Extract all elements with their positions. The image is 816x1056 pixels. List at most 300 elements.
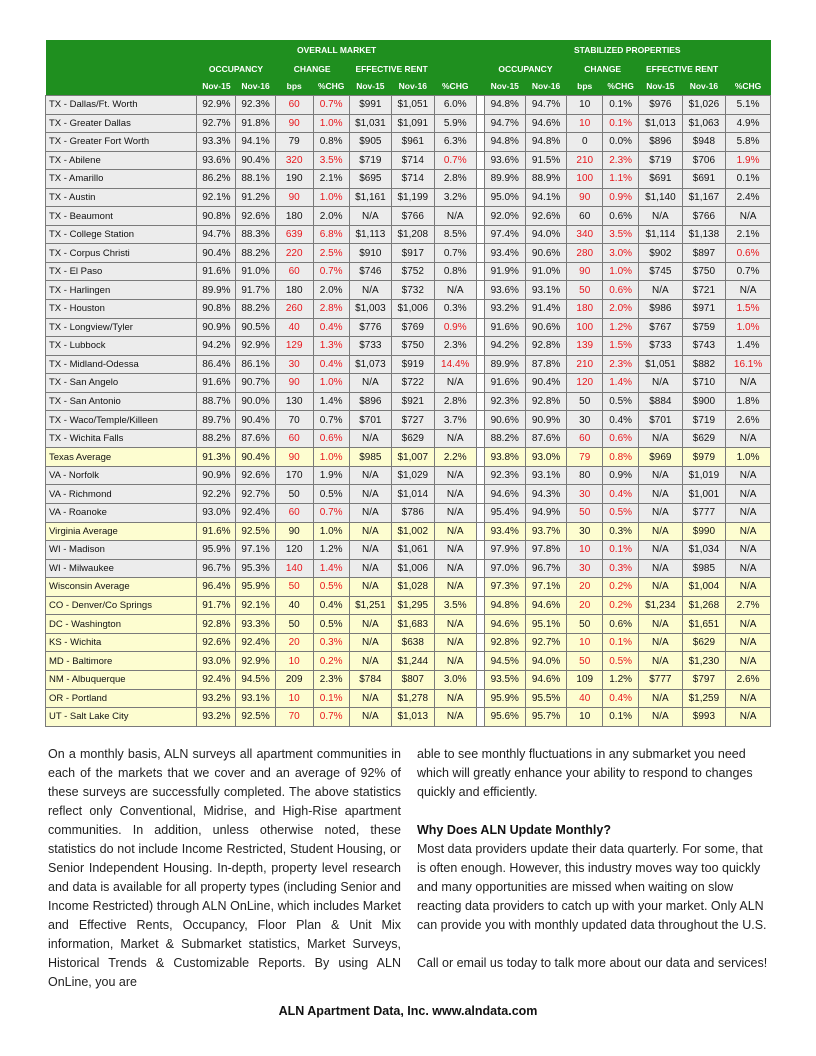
table-cell: 92.8%: [525, 337, 566, 356]
table-cell: 60: [275, 504, 313, 523]
table-cell: 0.4%: [313, 596, 349, 615]
table-cell: N/A: [726, 541, 771, 560]
table-cell: 91.7%: [236, 281, 275, 300]
table-cell: $629: [682, 633, 726, 652]
table-cell: 50: [567, 504, 603, 523]
table-cell: 90.9%: [197, 466, 236, 485]
table-cell: 1.8%: [726, 392, 771, 411]
table-cell: 0.8%: [313, 133, 349, 152]
table-cell: 90.8%: [197, 300, 236, 319]
table-cell: 93.1%: [236, 689, 275, 708]
table-cell: N/A: [639, 652, 683, 671]
table-cell: 2.5%: [313, 244, 349, 263]
table-cell: $759: [682, 318, 726, 337]
table-cell: 0.8%: [603, 448, 639, 467]
table-cell: 3.0%: [603, 244, 639, 263]
table-cell: 10: [567, 114, 603, 133]
market-name: TX - Lubbock: [46, 337, 197, 356]
table-cell: $691: [639, 170, 683, 189]
column-label: Nov-16: [682, 77, 726, 96]
table-cell: 92.1%: [197, 188, 236, 207]
table-cell: 92.8%: [525, 392, 566, 411]
table-cell: 94.2%: [197, 337, 236, 356]
table-cell: $691: [682, 170, 726, 189]
table-row: [46, 559, 771, 578]
table-cell: $1,251: [349, 596, 391, 615]
table-cell: $714: [392, 151, 434, 170]
table-cell: N/A: [349, 429, 391, 448]
overall-occupancy-header: OCCUPANCY: [197, 60, 275, 77]
table-cell: N/A: [434, 374, 476, 393]
table-cell: $969: [639, 448, 683, 467]
table-cell: N/A: [349, 708, 391, 727]
call-to-action-paragraph: Call or email us today to talk more about our data and services!: [417, 956, 768, 970]
table-cell: 50: [567, 281, 603, 300]
table-cell: 92.9%: [197, 96, 236, 115]
table-cell: 91.6%: [484, 374, 525, 393]
column-label: Nov-16: [392, 77, 434, 96]
table-cell: N/A: [434, 504, 476, 523]
table-row: [46, 151, 771, 170]
market-name: MD - Baltimore: [46, 652, 197, 671]
table-cell: 0.1%: [726, 170, 771, 189]
table-cell: $1,295: [392, 596, 434, 615]
table-cell: 30: [567, 485, 603, 504]
table-cell: $917: [392, 244, 434, 263]
table-cell: $719: [639, 151, 683, 170]
table-cell: 1.4%: [313, 392, 349, 411]
table-cell: 10: [275, 689, 313, 708]
table-cell: 93.2%: [197, 708, 236, 727]
table-cell: $745: [639, 262, 683, 281]
table-cell: $1,683: [392, 615, 434, 634]
table-cell: 1.0%: [603, 262, 639, 281]
column-label: Nov-15: [197, 77, 236, 96]
table-cell: N/A: [639, 578, 683, 597]
table-cell: 97.1%: [236, 541, 275, 560]
table-cell: 2.3%: [434, 337, 476, 356]
table-cell: $1,167: [682, 188, 726, 207]
table-cell: 94.5%: [236, 670, 275, 689]
table-cell: N/A: [434, 541, 476, 560]
table-row: [46, 708, 771, 727]
table-cell: 92.7%: [236, 485, 275, 504]
table-cell: 97.1%: [525, 578, 566, 597]
table-cell: 97.8%: [525, 541, 566, 560]
table-cell: 1.2%: [603, 670, 639, 689]
table-cell: $766: [682, 207, 726, 226]
table-cell: 100: [567, 318, 603, 337]
table-cell: 93.2%: [197, 689, 236, 708]
table-cell: 1.5%: [726, 300, 771, 319]
table-cell: $746: [349, 262, 391, 281]
table-cell: 0.8%: [434, 262, 476, 281]
table-cell: 40: [275, 318, 313, 337]
table-cell: $1,230: [682, 652, 726, 671]
table-cell: 280: [567, 244, 603, 263]
table-cell: $786: [392, 504, 434, 523]
table-cell: 16.1%: [726, 355, 771, 374]
table-cell: 95.7%: [525, 708, 566, 727]
market-name: WI - Milwaukee: [46, 559, 197, 578]
table-cell: 109: [567, 670, 603, 689]
table-cell: 130: [275, 392, 313, 411]
table-row: [46, 633, 771, 652]
stabilized-rent-header: EFFECTIVE RENT: [639, 60, 726, 77]
table-cell: N/A: [726, 615, 771, 634]
table-cell: $629: [392, 429, 434, 448]
table-cell: $919: [392, 355, 434, 374]
table-row: [46, 244, 771, 263]
table-cell: 1.9%: [313, 466, 349, 485]
table-cell: 93.0%: [197, 652, 236, 671]
table-cell: N/A: [639, 633, 683, 652]
table-cell: $1,138: [682, 225, 726, 244]
column-separator: [476, 448, 484, 467]
table-cell: 0: [567, 133, 603, 152]
table-row: [46, 374, 771, 393]
table-cell: $752: [392, 262, 434, 281]
table-cell: $1,244: [392, 652, 434, 671]
table-cell: N/A: [726, 504, 771, 523]
table-cell: N/A: [349, 559, 391, 578]
table-cell: 92.4%: [236, 633, 275, 652]
table-cell: 90.4%: [197, 244, 236, 263]
table-cell: $710: [682, 374, 726, 393]
column-separator: [476, 170, 484, 189]
table-cell: 0.3%: [434, 300, 476, 319]
table-cell: 93.6%: [484, 151, 525, 170]
table-cell: $897: [682, 244, 726, 263]
table-cell: N/A: [639, 429, 683, 448]
table-cell: 90.0%: [236, 392, 275, 411]
table-cell: 92.3%: [236, 96, 275, 115]
column-separator: [476, 392, 484, 411]
table-cell: $1,004: [682, 578, 726, 597]
table-cell: $1,208: [392, 225, 434, 244]
table-cell: 2.0%: [313, 281, 349, 300]
column-separator: [476, 541, 484, 560]
table-cell: $767: [639, 318, 683, 337]
table-cell: $1,006: [392, 300, 434, 319]
table-cell: 0.2%: [603, 578, 639, 597]
table-cell: 0.9%: [603, 188, 639, 207]
table-cell: 30: [275, 355, 313, 374]
table-cell: $1,014: [392, 485, 434, 504]
table-cell: 92.3%: [484, 392, 525, 411]
table-cell: 1.1%: [603, 170, 639, 189]
market-name: OR - Portland: [46, 689, 197, 708]
table-cell: 93.7%: [525, 522, 566, 541]
market-name: VA - Roanoke: [46, 504, 197, 523]
column-separator: [476, 262, 484, 281]
table-cell: 91.9%: [484, 262, 525, 281]
column-separator: [476, 281, 484, 300]
table-cell: 90.4%: [236, 411, 275, 430]
table-cell: $961: [392, 133, 434, 152]
table-cell: $1,051: [392, 96, 434, 115]
table-cell: 2.8%: [434, 170, 476, 189]
table-cell: $990: [682, 522, 726, 541]
table-cell: N/A: [434, 615, 476, 634]
column-separator: [476, 114, 484, 133]
table-cell: 6.0%: [434, 96, 476, 115]
column-separator: [476, 318, 484, 337]
market-name: TX - Harlingen: [46, 281, 197, 300]
table-cell: 0.7%: [313, 504, 349, 523]
table-cell: 90.9%: [525, 411, 566, 430]
table-cell: 88.7%: [197, 392, 236, 411]
table-cell: N/A: [639, 615, 683, 634]
table-cell: 91.7%: [197, 596, 236, 615]
column-separator: [476, 96, 484, 115]
table-cell: N/A: [349, 522, 391, 541]
table-cell: 94.0%: [525, 652, 566, 671]
table-cell: $1,161: [349, 188, 391, 207]
table-cell: 0.5%: [313, 485, 349, 504]
column-separator: [476, 485, 484, 504]
table-row: [46, 225, 771, 244]
market-statistics-table: [45, 40, 771, 727]
table-cell: 50: [275, 615, 313, 634]
column-separator: [476, 374, 484, 393]
table-row: [46, 133, 771, 152]
table-cell: N/A: [726, 374, 771, 393]
table-cell: $1,028: [392, 578, 434, 597]
table-cell: N/A: [639, 466, 683, 485]
table-cell: $695: [349, 170, 391, 189]
table-cell: 95.9%: [236, 578, 275, 597]
table-cell: 97.0%: [484, 559, 525, 578]
table-cell: 91.6%: [197, 522, 236, 541]
table-cell: $1,013: [639, 114, 683, 133]
table-cell: 2.8%: [313, 300, 349, 319]
table-cell: $629: [682, 429, 726, 448]
table-cell: N/A: [349, 281, 391, 300]
table-cell: $777: [682, 504, 726, 523]
table-cell: N/A: [639, 281, 683, 300]
table-cell: 91.0%: [525, 262, 566, 281]
table-cell: N/A: [639, 485, 683, 504]
table-row: [46, 541, 771, 560]
table-cell: 2.0%: [603, 300, 639, 319]
table-cell: 0.9%: [434, 318, 476, 337]
table-cell: 94.0%: [525, 225, 566, 244]
table-cell: 2.6%: [726, 670, 771, 689]
table-cell: $721: [682, 281, 726, 300]
table-row: [46, 318, 771, 337]
table-cell: $1,003: [349, 300, 391, 319]
table-cell: 93.3%: [197, 133, 236, 152]
market-name: TX - Waco/Temple/Killeen: [46, 411, 197, 430]
table-cell: 86.1%: [236, 355, 275, 374]
table-cell: 90: [567, 262, 603, 281]
table-cell: $896: [639, 133, 683, 152]
market-name: CO - Denver/Co Springs: [46, 596, 197, 615]
overall-rent-header: EFFECTIVE RENT: [349, 60, 434, 77]
table-cell: 92.4%: [197, 670, 236, 689]
market-name: UT - Salt Lake City: [46, 708, 197, 727]
column-label: %CHG: [603, 77, 639, 96]
table-cell: $1,029: [392, 466, 434, 485]
table-cell: $1,113: [349, 225, 391, 244]
column-separator: [476, 670, 484, 689]
table-cell: 93.1%: [525, 466, 566, 485]
table-cell: 91.6%: [484, 318, 525, 337]
table-cell: 88.1%: [236, 170, 275, 189]
table-cell: 70: [275, 708, 313, 727]
table-cell: 1.0%: [313, 448, 349, 467]
table-cell: $701: [349, 411, 391, 430]
table-cell: $722: [392, 374, 434, 393]
table-cell: 95.5%: [525, 689, 566, 708]
table-cell: 91.8%: [236, 114, 275, 133]
table-cell: N/A: [639, 708, 683, 727]
table-cell: 93.2%: [484, 300, 525, 319]
table-cell: $714: [392, 170, 434, 189]
table-row: [46, 114, 771, 133]
table-cell: 60: [275, 429, 313, 448]
table-cell: 97.4%: [484, 225, 525, 244]
table-cell: 0.4%: [313, 318, 349, 337]
column-separator: [476, 300, 484, 319]
table-cell: $750: [392, 337, 434, 356]
table-row: [46, 652, 771, 671]
table-cell: 10: [567, 708, 603, 727]
stabilized-properties-header: STABILIZED PROPERTIES: [484, 40, 770, 60]
table-cell: $921: [392, 392, 434, 411]
table-cell: 94.7%: [197, 225, 236, 244]
table-cell: 1.0%: [726, 318, 771, 337]
table-cell: 0.2%: [603, 596, 639, 615]
table-cell: 3.2%: [434, 188, 476, 207]
table-cell: 92.3%: [484, 466, 525, 485]
table-cell: 320: [275, 151, 313, 170]
market-name: Texas Average: [46, 448, 197, 467]
table-cell: N/A: [726, 652, 771, 671]
table-cell: N/A: [349, 504, 391, 523]
table-cell: 92.6%: [525, 207, 566, 226]
column-label: Nov-15: [484, 77, 525, 96]
market-name: TX - Greater Dallas: [46, 114, 197, 133]
table-cell: 0.1%: [603, 541, 639, 560]
table-cell: 50: [567, 652, 603, 671]
column-label: bps: [567, 77, 603, 96]
column-separator: [476, 225, 484, 244]
table-cell: 94.8%: [484, 596, 525, 615]
table-cell: 1.0%: [313, 188, 349, 207]
table-cell: 90: [275, 114, 313, 133]
market-name: TX - Corpus Christi: [46, 244, 197, 263]
table-cell: 20: [567, 596, 603, 615]
table-cell: 0.7%: [434, 244, 476, 263]
table-row: [46, 281, 771, 300]
table-cell: 1.4%: [313, 559, 349, 578]
table-cell: 92.7%: [525, 633, 566, 652]
table-cell: 93.0%: [525, 448, 566, 467]
table-cell: 92.9%: [236, 337, 275, 356]
table-cell: 91.5%: [525, 151, 566, 170]
table-cell: 95.9%: [484, 689, 525, 708]
column-separator: [476, 615, 484, 634]
table-cell: 93.6%: [484, 281, 525, 300]
table-cell: 100: [567, 170, 603, 189]
table-row: [46, 355, 771, 374]
table-cell: 220: [275, 244, 313, 263]
body-right-column: [417, 745, 770, 973]
table-cell: 94.6%: [484, 615, 525, 634]
market-name: VA - Richmond: [46, 485, 197, 504]
table-cell: 2.3%: [313, 670, 349, 689]
table-cell: $706: [682, 151, 726, 170]
table-cell: $900: [682, 392, 726, 411]
table-cell: 1.0%: [726, 448, 771, 467]
overall-change-header: CHANGE: [275, 60, 349, 77]
table-cell: 30: [567, 411, 603, 430]
table-cell: 2.4%: [726, 188, 771, 207]
table-cell: N/A: [639, 559, 683, 578]
table-cell: 1.2%: [313, 541, 349, 560]
table-row: [46, 689, 771, 708]
column-label: Nov-15: [349, 77, 391, 96]
table-cell: 88.2%: [236, 244, 275, 263]
table-cell: 90: [275, 522, 313, 541]
table-cell: 94.9%: [525, 504, 566, 523]
table-cell: 92.8%: [484, 633, 525, 652]
table-cell: $727: [392, 411, 434, 430]
table-cell: $1,140: [639, 188, 683, 207]
table-cell: 90: [567, 188, 603, 207]
table-cell: 50: [275, 578, 313, 597]
table-cell: N/A: [349, 541, 391, 560]
table-cell: 8.5%: [434, 225, 476, 244]
table-cell: N/A: [639, 504, 683, 523]
table-cell: $986: [639, 300, 683, 319]
market-name: TX - Midland-Odessa: [46, 355, 197, 374]
table-cell: 90.4%: [525, 374, 566, 393]
table-cell: 120: [567, 374, 603, 393]
table-cell: 91.2%: [236, 188, 275, 207]
table-cell: 94.5%: [484, 652, 525, 671]
table-cell: N/A: [434, 559, 476, 578]
column-separator: [476, 429, 484, 448]
market-name: WI - Madison: [46, 541, 197, 560]
table-cell: 2.8%: [434, 392, 476, 411]
market-name: TX - College Station: [46, 225, 197, 244]
table-cell: N/A: [349, 633, 391, 652]
table-cell: 0.0%: [603, 133, 639, 152]
table-cell: N/A: [726, 485, 771, 504]
table-cell: 3.5%: [313, 151, 349, 170]
table-cell: 94.3%: [525, 485, 566, 504]
table-cell: 0.5%: [603, 652, 639, 671]
table-cell: 94.8%: [484, 133, 525, 152]
table-cell: 0.7%: [726, 262, 771, 281]
table-cell: $1,026: [682, 96, 726, 115]
table-cell: N/A: [349, 689, 391, 708]
table-cell: $784: [349, 670, 391, 689]
table-cell: $884: [639, 392, 683, 411]
table-cell: N/A: [434, 522, 476, 541]
column-label: %CHG: [313, 77, 349, 96]
table-cell: 129: [275, 337, 313, 356]
column-label: bps: [275, 77, 313, 96]
column-label: Nov-15: [639, 77, 683, 96]
table-cell: 170: [275, 466, 313, 485]
table-cell: N/A: [349, 615, 391, 634]
table-cell: 90.9%: [197, 318, 236, 337]
column-separator: [476, 337, 484, 356]
